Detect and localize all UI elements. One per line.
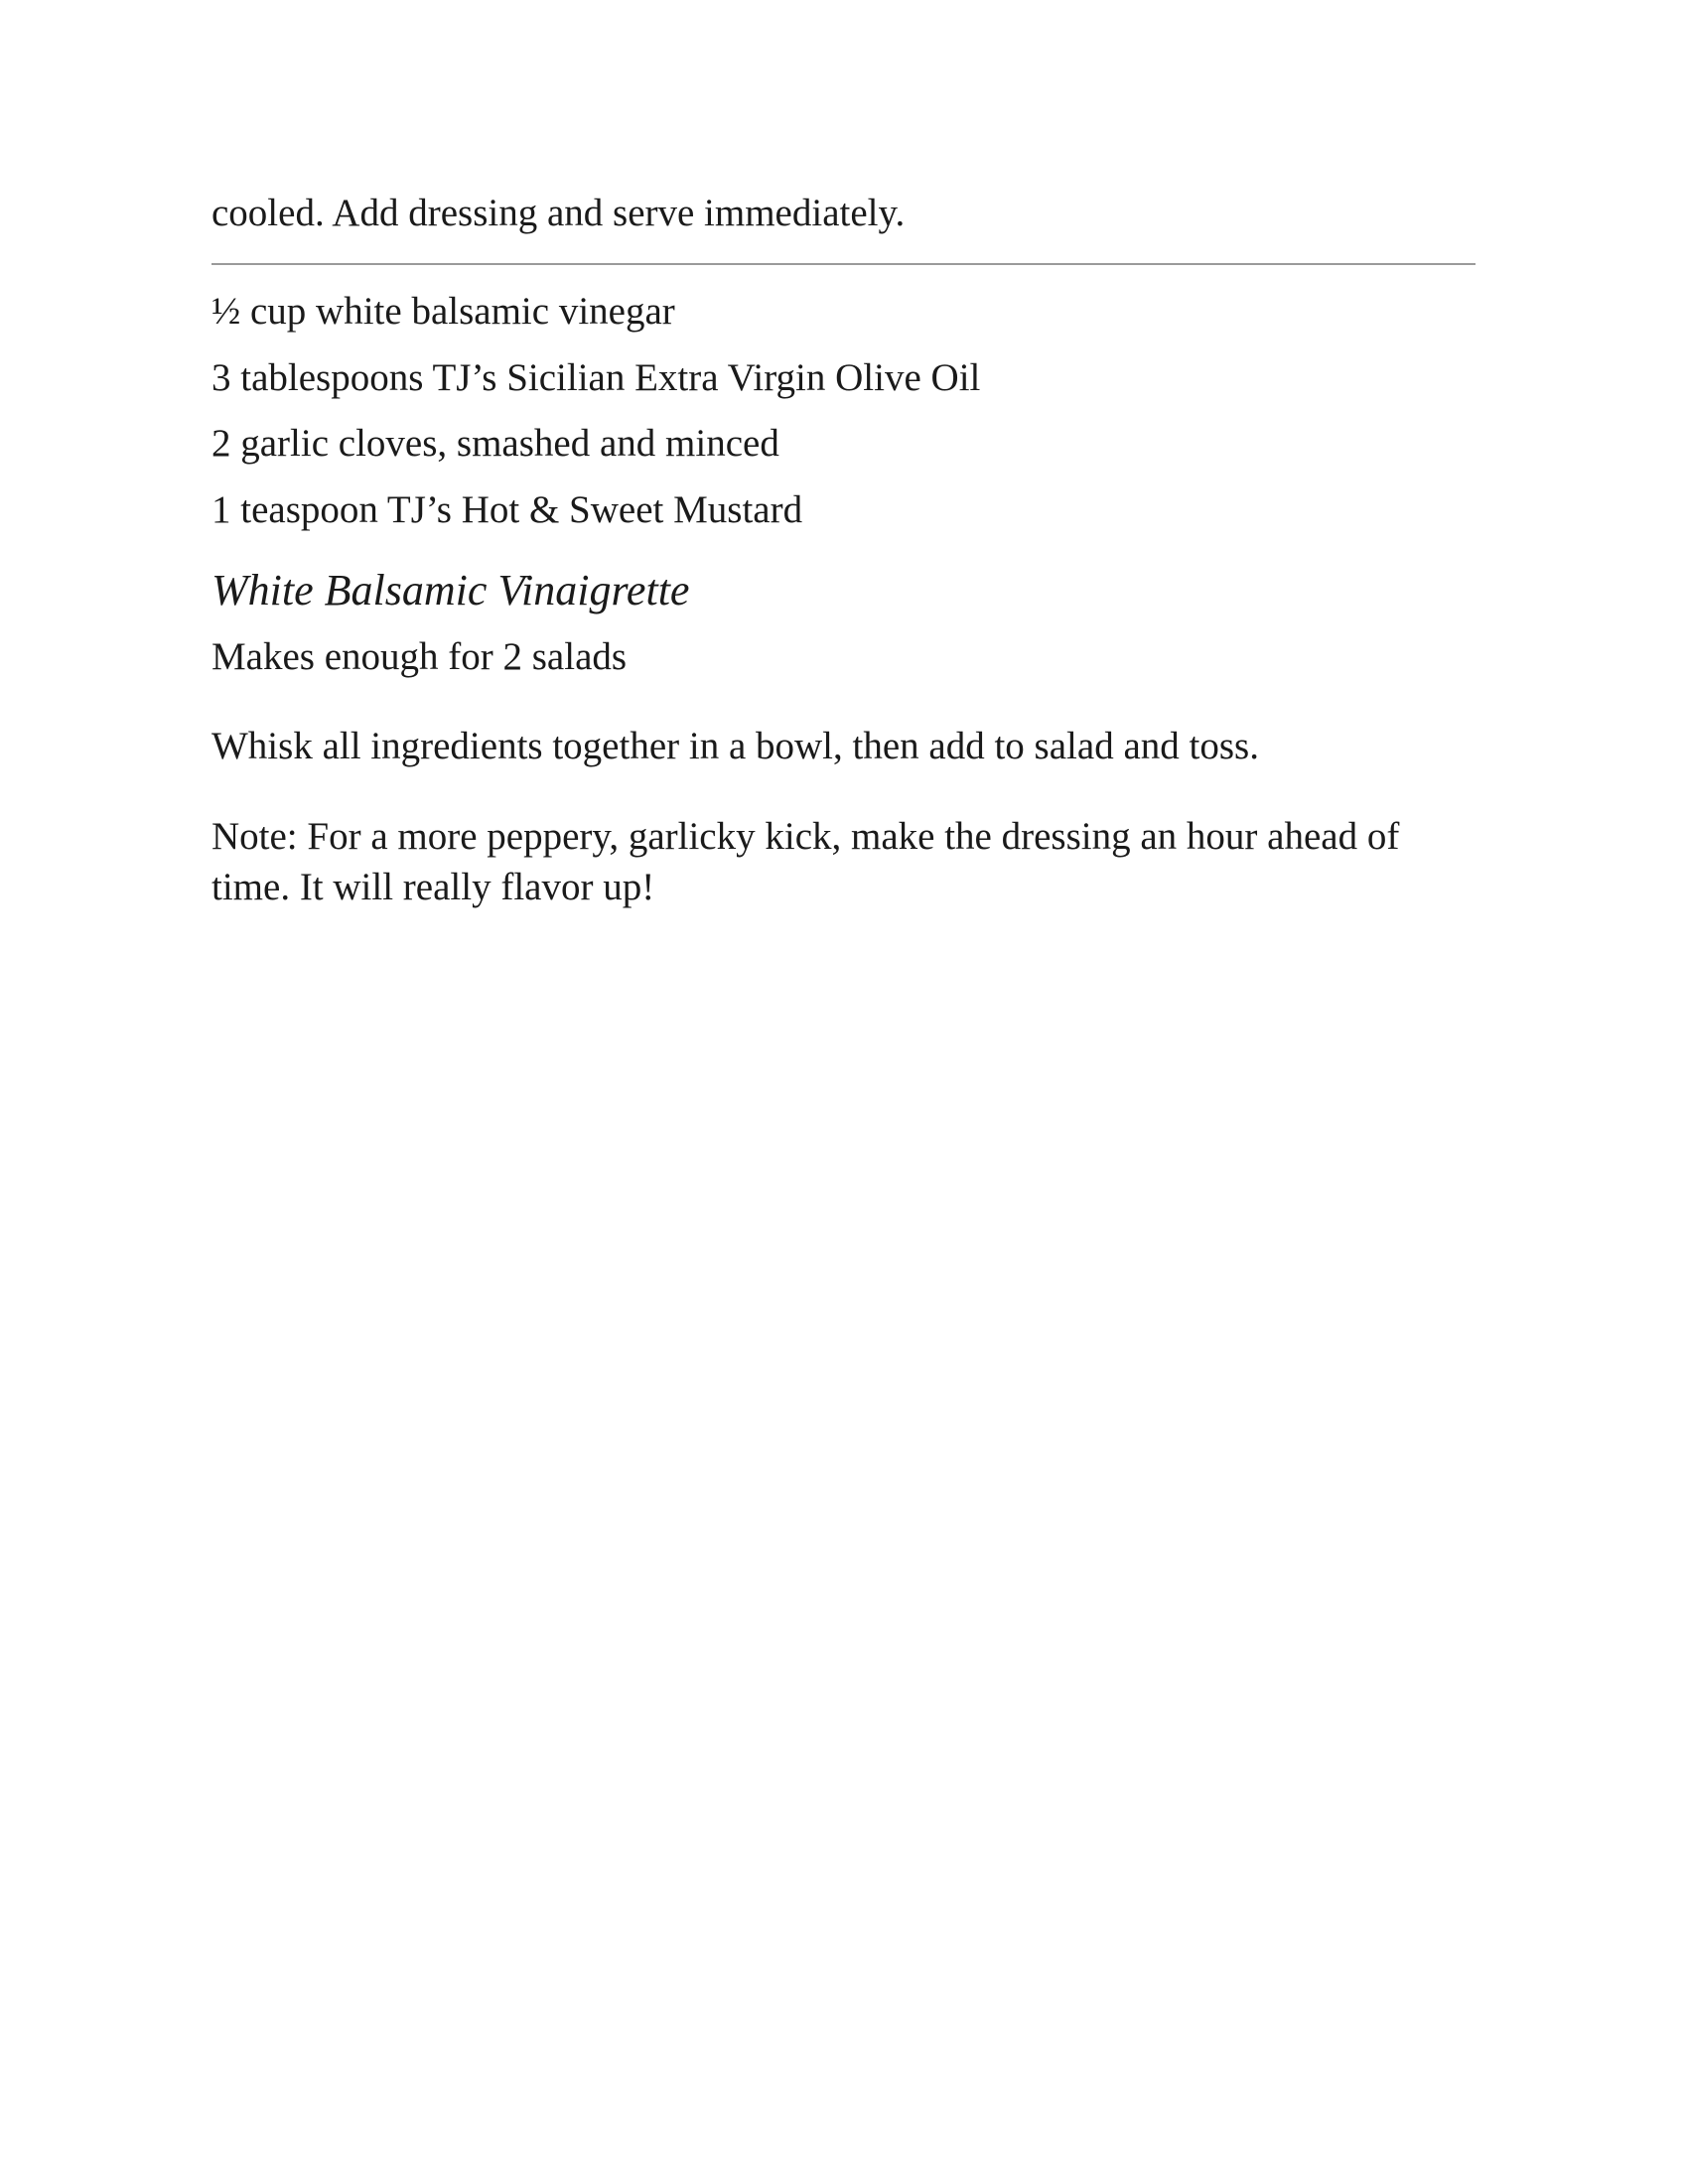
ingredient-list (211, 287, 1476, 535)
recipe-method: Whisk all ingredients together in a bowl, then add to salad and toss. (211, 724, 1259, 767)
recipe-note: Note: For a more peppery, garlicky kick, make the dressing an hour ahead of time. It will really flavor up! (211, 814, 1400, 908)
ingredient-item: ½ cup white balsamic vinegar (211, 290, 675, 333)
ingredient-item: 1 teaspoon TJ’s Hot & Sweet Mustard (211, 487, 803, 531)
ingredient-item: 3 tablespoons TJ’s Sicilian Extra Virgin Olive Oil (211, 355, 981, 399)
recipe-page (211, 189, 1476, 912)
recipe-yield: Makes enough for 2 salads (211, 634, 628, 678)
ingredient-item: 2 garlic cloves, smashed and minced (211, 422, 779, 465)
continuation-text: cooled. Add dressing and serve immediately. (211, 192, 906, 234)
section-divider (211, 263, 1476, 265)
recipe-title: White Balsamic Vinaigrette (211, 565, 690, 614)
